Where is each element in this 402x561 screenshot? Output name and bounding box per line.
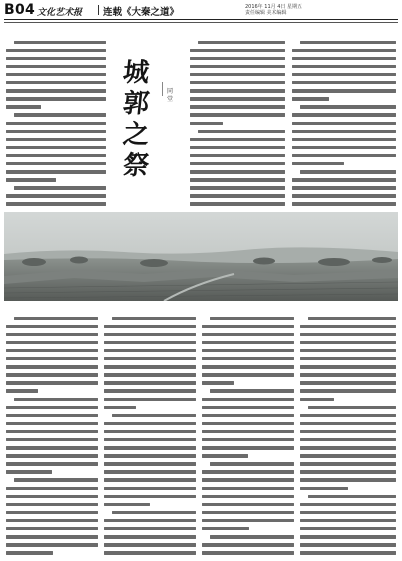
text-line <box>104 418 196 426</box>
text-line <box>6 548 98 556</box>
text-line <box>300 345 396 353</box>
text-line <box>6 69 106 77</box>
text-line <box>6 426 98 434</box>
byline-mark <box>162 82 179 96</box>
text-line <box>300 451 396 459</box>
text-line <box>202 418 294 426</box>
text-line <box>6 345 98 353</box>
text-line <box>6 515 98 523</box>
text-line <box>190 134 285 142</box>
text-line <box>300 491 396 499</box>
header-rule-thin <box>4 22 398 23</box>
text-line <box>202 410 294 418</box>
text-line <box>104 410 196 418</box>
text-line <box>292 183 396 191</box>
text-line <box>6 37 106 45</box>
text-line <box>6 78 106 86</box>
text-line <box>300 418 396 426</box>
text-line <box>202 378 294 386</box>
issue-date: 2016年 11月 4日 星期五 <box>244 4 302 10</box>
text-line <box>190 94 285 102</box>
byline-char: 同 <box>166 88 173 95</box>
header-divider <box>98 5 99 15</box>
text-line <box>104 515 196 523</box>
text-line <box>300 499 396 507</box>
text-line <box>6 118 106 126</box>
text-line <box>292 69 396 77</box>
text-line <box>104 483 196 491</box>
text-line <box>6 183 106 191</box>
text-line <box>6 499 98 507</box>
text-line <box>190 53 285 61</box>
text-line <box>300 426 396 434</box>
text-line <box>190 29 285 37</box>
text-line <box>292 94 396 102</box>
title-char: 祭 <box>121 151 151 181</box>
text-line <box>190 86 285 94</box>
text-line <box>292 199 396 207</box>
text-line <box>300 337 396 345</box>
page-header <box>0 0 402 26</box>
text-line <box>6 329 98 337</box>
text-line <box>190 61 285 69</box>
text-line <box>104 443 196 451</box>
text-line <box>300 305 396 313</box>
text-line <box>202 451 294 459</box>
text-line <box>190 118 285 126</box>
text-line <box>104 362 196 370</box>
text-line <box>104 354 196 362</box>
text-line <box>292 110 396 118</box>
text-line <box>104 548 196 556</box>
text-line <box>202 345 294 353</box>
text-line <box>292 102 396 110</box>
text-line <box>104 313 196 321</box>
text-line <box>190 37 285 45</box>
text-line <box>300 402 396 410</box>
text-line <box>6 321 98 329</box>
article-title-block <box>116 58 186 208</box>
text-line <box>190 150 285 158</box>
text-line <box>190 142 285 150</box>
text-line <box>202 329 294 337</box>
text-line <box>202 491 294 499</box>
text-line <box>292 29 396 37</box>
text-line <box>300 515 396 523</box>
issue-editors: 责任编辑 美术编辑 <box>244 10 287 16</box>
text-line <box>6 467 98 475</box>
text-line <box>104 524 196 532</box>
text-line <box>6 29 106 37</box>
text-line <box>104 402 196 410</box>
text-line <box>202 313 294 321</box>
text-line <box>300 435 396 443</box>
text-line <box>6 305 98 313</box>
text-line <box>202 499 294 507</box>
byline <box>165 88 175 104</box>
text-line <box>202 507 294 515</box>
text-line <box>300 329 396 337</box>
text-line <box>292 175 396 183</box>
text-line <box>104 507 196 515</box>
text-line <box>292 78 396 86</box>
text-column-lower-1 <box>6 305 98 557</box>
text-line <box>104 451 196 459</box>
text-line <box>300 313 396 321</box>
text-line <box>300 362 396 370</box>
text-line <box>6 394 98 402</box>
text-line <box>300 548 396 556</box>
text-line <box>300 540 396 548</box>
text-line <box>6 142 106 150</box>
text-line <box>300 378 396 386</box>
text-line <box>6 61 106 69</box>
text-line <box>202 321 294 329</box>
page-number: B04 <box>4 2 36 18</box>
text-line <box>292 61 396 69</box>
text-line <box>6 191 106 199</box>
text-line <box>104 475 196 483</box>
text-line <box>202 305 294 313</box>
text-line <box>300 532 396 540</box>
text-line <box>190 175 285 183</box>
text-line <box>6 362 98 370</box>
text-line <box>300 394 396 402</box>
text-line <box>104 532 196 540</box>
text-line <box>104 435 196 443</box>
text-line <box>6 451 98 459</box>
text-line <box>6 475 98 483</box>
text-line <box>202 402 294 410</box>
text-line <box>6 337 98 345</box>
section-title: 连载《大秦之道》 <box>103 7 180 18</box>
text-line <box>104 459 196 467</box>
title-char: 之 <box>121 120 151 150</box>
article-photo <box>4 212 398 301</box>
text-line <box>202 467 294 475</box>
newspaper-name: 文化艺术报 <box>37 8 83 18</box>
text-line <box>300 370 396 378</box>
text-line <box>202 337 294 345</box>
text-line <box>202 483 294 491</box>
text-line <box>6 410 98 418</box>
text-line <box>6 507 98 515</box>
text-line <box>104 540 196 548</box>
text-line <box>6 402 98 410</box>
text-line <box>190 45 285 53</box>
text-line <box>202 394 294 402</box>
text-column-lower-4 <box>300 305 396 557</box>
text-line <box>190 183 285 191</box>
title-char: 城 <box>121 58 151 88</box>
text-line <box>190 78 285 86</box>
text-line <box>300 410 396 418</box>
text-line <box>202 386 294 394</box>
text-line <box>6 126 106 134</box>
text-line <box>104 499 196 507</box>
title-char: 郭 <box>121 89 151 119</box>
text-line <box>104 329 196 337</box>
text-line <box>292 134 396 142</box>
text-line <box>6 134 106 142</box>
text-line <box>6 354 98 362</box>
article-title <box>116 58 156 182</box>
text-line <box>104 345 196 353</box>
text-line <box>6 524 98 532</box>
text-line <box>202 354 294 362</box>
text-line <box>6 491 98 499</box>
text-line <box>6 483 98 491</box>
text-line <box>292 37 396 45</box>
text-line <box>6 86 106 94</box>
text-column-lower-3 <box>202 305 294 557</box>
text-line <box>300 459 396 467</box>
text-line <box>292 126 396 134</box>
text-line <box>292 159 396 167</box>
text-line <box>104 370 196 378</box>
text-line <box>190 102 285 110</box>
text-line <box>300 483 396 491</box>
text-line <box>202 540 294 548</box>
text-line <box>104 305 196 313</box>
text-line <box>202 459 294 467</box>
text-line <box>292 191 396 199</box>
text-line <box>6 418 98 426</box>
text-line <box>6 370 98 378</box>
byline-char: 堂 <box>166 96 173 103</box>
text-line <box>202 532 294 540</box>
text-line <box>104 321 196 329</box>
text-line <box>6 175 106 183</box>
text-column-upper-right <box>292 29 396 209</box>
text-line <box>190 167 285 175</box>
text-line <box>104 467 196 475</box>
text-line <box>6 532 98 540</box>
text-line <box>292 118 396 126</box>
text-line <box>6 443 98 451</box>
text-line <box>292 142 396 150</box>
header-rule <box>4 19 398 20</box>
landscape-image <box>4 212 398 301</box>
text-line <box>300 443 396 451</box>
text-line <box>202 426 294 434</box>
text-line <box>6 386 98 394</box>
text-line <box>300 507 396 515</box>
text-line <box>104 386 196 394</box>
text-line <box>6 53 106 61</box>
text-line <box>292 45 396 53</box>
text-line <box>202 435 294 443</box>
text-line <box>292 53 396 61</box>
text-line <box>300 467 396 475</box>
text-line <box>104 426 196 434</box>
text-line <box>190 126 285 134</box>
text-line <box>292 167 396 175</box>
text-line <box>190 191 285 199</box>
text-line <box>104 337 196 345</box>
text-line <box>6 45 106 53</box>
text-line <box>202 548 294 556</box>
text-line <box>6 110 106 118</box>
text-line <box>202 362 294 370</box>
issue-meta <box>245 4 302 16</box>
text-column-lower-2 <box>104 305 196 557</box>
text-line <box>300 321 396 329</box>
text-line <box>202 524 294 532</box>
text-line <box>300 354 396 362</box>
text-column-upper-middle <box>190 29 285 209</box>
text-line <box>300 524 396 532</box>
text-line <box>202 475 294 483</box>
text-line <box>6 199 106 207</box>
text-line <box>6 150 106 158</box>
text-line <box>190 69 285 77</box>
text-line <box>6 435 98 443</box>
text-line <box>190 159 285 167</box>
text-line <box>6 313 98 321</box>
text-line <box>6 159 106 167</box>
text-line <box>6 102 106 110</box>
text-line <box>104 378 196 386</box>
text-column-upper-left <box>6 29 106 209</box>
